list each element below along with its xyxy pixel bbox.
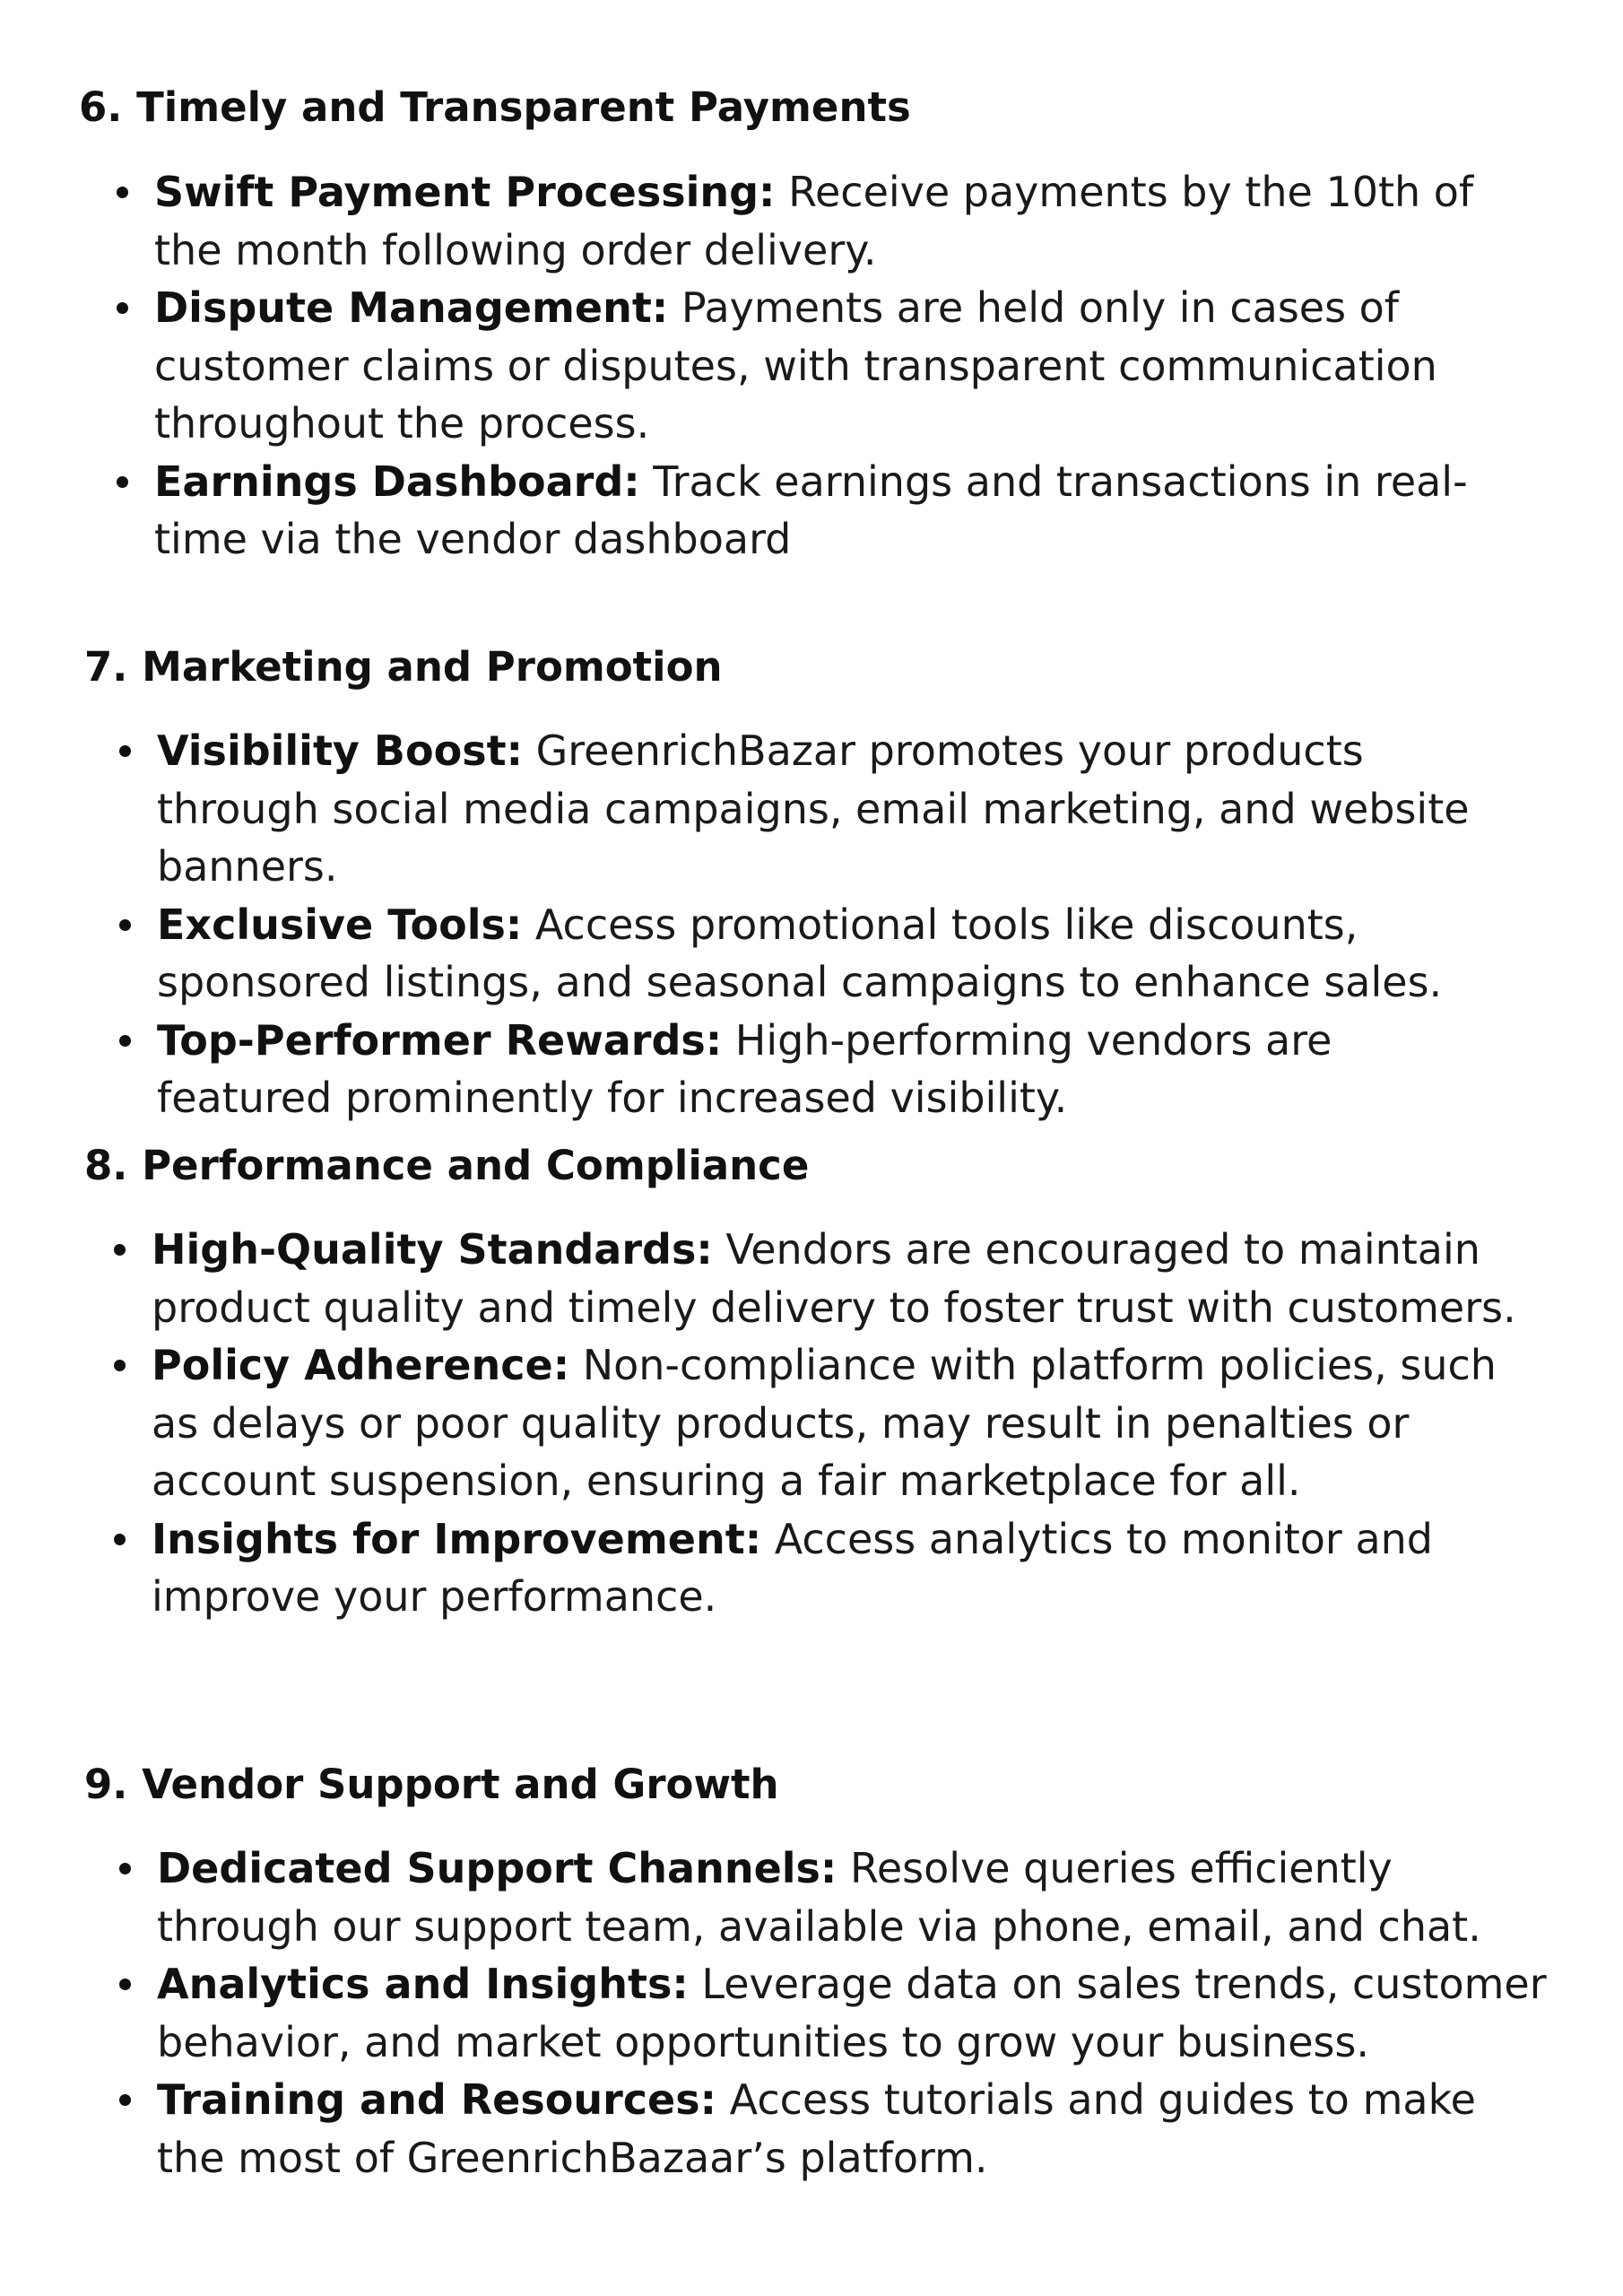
- list-item: [154, 279, 1535, 453]
- list-item: [152, 1336, 1550, 1510]
- bullet-icon: [117, 187, 128, 198]
- item-term: Analytics and Insights:: [157, 1960, 689, 2008]
- item-term: Swift Payment Processing:: [154, 168, 776, 216]
- list-item: [157, 1012, 1520, 1127]
- list-item: [154, 163, 1535, 279]
- item-term: Dispute Management:: [154, 283, 669, 332]
- list-item: [157, 1839, 1556, 1955]
- bullet-icon: [119, 2094, 131, 2106]
- bullet-list: [157, 722, 1520, 1127]
- item-term: Visibility Boost:: [157, 726, 523, 775]
- item-text: Non-compliance with platform policies, such as delays or poor quality products, may result in penalties or account suspension, ensuring a fair marketplace for all.: [152, 1341, 1497, 1505]
- bullet-list: [157, 1839, 1556, 2187]
- section-title: 8. Performance and Compliance: [84, 1142, 810, 1189]
- bullet-icon: [119, 745, 131, 757]
- list-item: [157, 1955, 1556, 2071]
- item-text: Resolve queries efficiently through our support team, available via phone, email, and chat.: [157, 1844, 1481, 1951]
- item-term: Exclusive Tools:: [157, 900, 523, 949]
- item-text: Access tutorials and guides to make the most of GreenrichBazaar’s platform.: [157, 2075, 1476, 2182]
- section-title: 7. Marketing and Promotion: [84, 643, 723, 691]
- bullet-icon: [119, 1979, 131, 1990]
- bullet-list: [152, 1221, 1550, 1626]
- item-term: High-Quality Standards:: [152, 1225, 713, 1274]
- item-term: Policy Adherence:: [152, 1341, 570, 1389]
- item-text: Receive payments by the 10th of the month following order delivery.: [154, 168, 1474, 274]
- item-text: Track earnings and transactions in real-time via the vendor dashboard: [154, 457, 1468, 563]
- item-text: Access promotional tools like discounts, sponsored listings, and seasonal campaigns to enhance sales.: [157, 900, 1443, 1006]
- list-item: [157, 896, 1520, 1012]
- bullet-icon: [119, 919, 131, 931]
- list-item: [154, 453, 1535, 569]
- bullet-icon: [119, 1863, 131, 1874]
- item-text: Access analytics to monitor and improve your performance.: [152, 1514, 1434, 1621]
- item-term: Insights for Improvement:: [152, 1514, 762, 1563]
- bullet-icon: [119, 1035, 131, 1047]
- bullet-icon: [117, 476, 128, 488]
- list-item: [152, 1221, 1550, 1336]
- item-text: Leverage data on sales trends, customer behavior, and market opportunities to grow your business.: [157, 1960, 1547, 2066]
- bullet-icon: [117, 302, 128, 314]
- item-term: Dedicated Support Channels:: [157, 1844, 838, 1892]
- bullet-list: [154, 163, 1535, 569]
- list-item: [157, 722, 1520, 896]
- section-title: 6. Timely and Transparent Payments: [79, 83, 911, 131]
- item-text: GreenrichBazar promotes your products through social media campaigns, email marketing, and website banners.: [157, 726, 1470, 891]
- item-term: Top-Performer Rewards:: [157, 1015, 723, 1065]
- item-text: Payments are held only in cases of customer claims or disputes, with transparent communication throughout the process.: [154, 283, 1437, 448]
- item-text: High-performing vendors are featured prominently for increased visibility.: [157, 1015, 1332, 1122]
- item-term: Earnings Dashboard:: [154, 457, 640, 506]
- list-item: [157, 2071, 1556, 2187]
- section-title: 9. Vendor Support and Growth: [84, 1761, 779, 1808]
- item-term: Training and Resources:: [157, 2075, 717, 2124]
- list-item: [152, 1510, 1550, 1626]
- bullet-icon: [114, 1244, 126, 1256]
- bullet-icon: [114, 1360, 126, 1371]
- bullet-icon: [114, 1534, 126, 1545]
- item-text: Vendors are encouraged to maintain product quality and timely delivery to foster trust with customers.: [152, 1225, 1516, 1332]
